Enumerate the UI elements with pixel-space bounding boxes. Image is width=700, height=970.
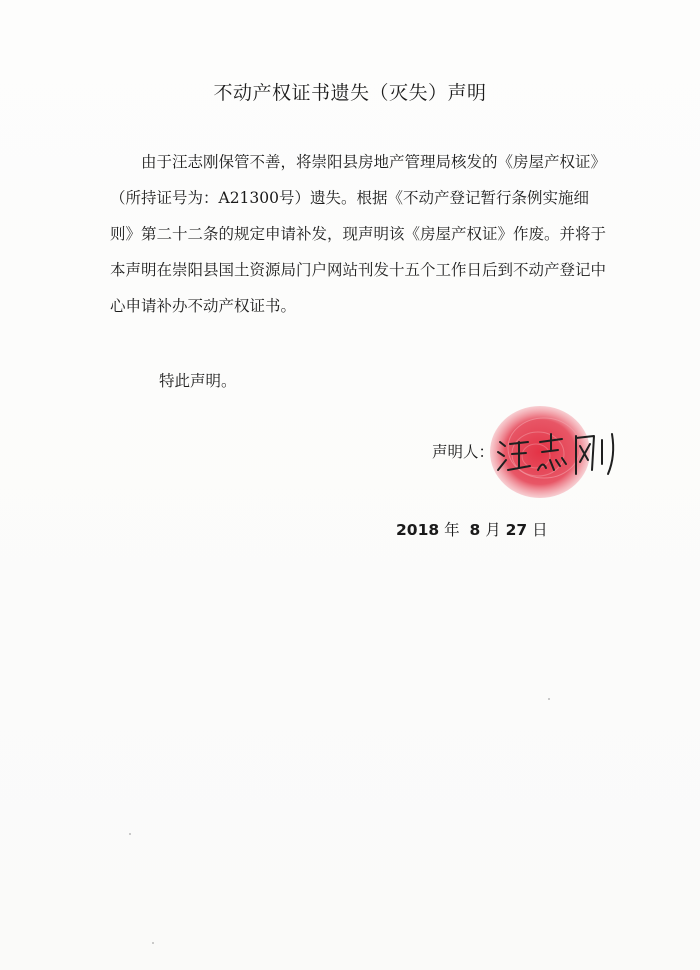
date-day: 27 [505,521,528,539]
scan-speck [548,698,550,700]
statement-date [396,518,548,540]
scan-speck [152,942,154,944]
statement-body [110,144,610,324]
closing-line: 特此声明。 [159,372,237,390]
date-month: 8 [469,521,481,539]
date-year: 2018 [396,521,440,539]
scan-speck [129,833,131,835]
date-day-unit: 日 [532,521,548,539]
document-title: 不动产权证书遗失（灭失）声明 [213,82,487,104]
statement-paragraph: 由于汪志刚保管不善，将崇阳县房地产管理局核发的《房屋产权证》（所持证号为：A21300号）遗失。根据《不动产登记暂行条例实施细则》第二十二条的规定申请补发，现声明该《房屋产权证》作废。并将于本声明在崇阳县国土资源局门户网站刊发十五个工作日后到不动产登记中心申请补办不动产权证书。 [110,153,607,315]
declarant-row [432,440,494,462]
handwritten-signature [494,430,620,482]
declarant-label: 声明人： [432,443,495,461]
date-month-unit: 月 [485,521,501,539]
date-year-unit: 年 [444,521,460,539]
